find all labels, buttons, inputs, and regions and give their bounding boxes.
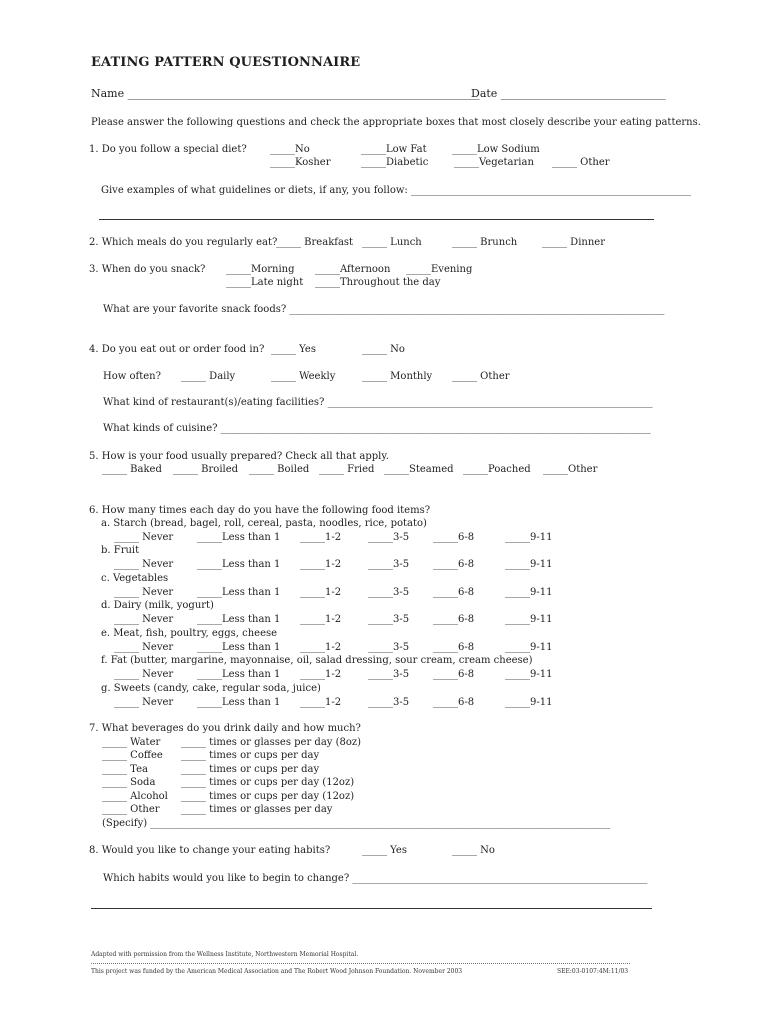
q6-fat-less-than-1[interactable]: _____Less than 1	[197, 669, 281, 680]
q3-option-evening[interactable]: _____Evening	[406, 264, 473, 275]
q8-which-habits-field[interactable]: Which habits would you like to begin to change? ___________________________________________________________	[103, 873, 648, 884]
q4-cuisine-field[interactable]: What kinds of cuisine? ______________________________________________________________________________________	[103, 423, 651, 434]
q6-fruit-never[interactable]: _____ Never	[114, 559, 174, 570]
q6-vegetables-never[interactable]: _____ Never	[114, 587, 174, 598]
q6-meat-3-5[interactable]: _____3-5	[368, 642, 410, 653]
q2-option-brunch[interactable]: _____ Brunch	[452, 237, 518, 248]
q6-vegetables-3-5[interactable]: _____3-5	[368, 587, 410, 598]
q7-alcohol-amount[interactable]: _____ times or cups per day (12oz)	[181, 791, 355, 802]
instructions-text: Please answer the following questions and check the appropriate boxes that most closely describe your eating patterns.	[91, 117, 701, 128]
q7-coffee-amount[interactable]: _____ times or cups per day	[181, 750, 320, 761]
q6-fat-6-8[interactable]: _____6-8	[433, 669, 475, 680]
q6-dairy-1-2[interactable]: _____1-2	[300, 614, 342, 625]
date-field[interactable]: Date ______________________________	[471, 87, 666, 100]
q5-option-other[interactable]: _____Other	[543, 464, 598, 475]
q1-guidelines-field[interactable]: Give examples of what guidelines or diets, if any, you follow: ________________________________________________________	[101, 185, 691, 196]
q6-dairy-9-11[interactable]: _____9-11	[505, 614, 553, 625]
q6-starch-less-than-1[interactable]: _____Less than 1	[197, 532, 281, 543]
footer-document-code: SEE:03-0107:4M:11/03	[557, 968, 629, 975]
q8-option-yes[interactable]: _____ Yes	[362, 845, 407, 856]
q7-coffee-check[interactable]: _____ Coffee	[102, 750, 163, 761]
q1-option-kosher[interactable]: _____Kosher	[270, 157, 331, 168]
q6-meat-less-than-1[interactable]: _____Less than 1	[197, 642, 281, 653]
q6-starch-6-8[interactable]: _____6-8	[433, 532, 475, 543]
q6-starch-9-11[interactable]: _____9-11	[505, 532, 553, 543]
q4-restaurants-field[interactable]: What kind of restaurant(s)/eating facilities? _________________________________________________________________	[103, 397, 653, 408]
q6-item-meat: e. Meat, fish, poultry, eggs, cheese	[101, 628, 278, 639]
q6-sweets-never[interactable]: _____ Never	[114, 697, 174, 708]
footer-adapted-note: Adapted with permission from the Wellness Institute, Northwestern Memorial Hospital.	[91, 951, 359, 958]
q4-option-weekly[interactable]: _____ Weekly	[271, 371, 336, 382]
q5-option-steamed[interactable]: _____Steamed	[384, 464, 454, 475]
q1-option-vegetarian[interactable]: _____Vegetarian	[454, 157, 534, 168]
q6-fruit-9-11[interactable]: _____9-11	[505, 559, 553, 570]
q6-starch-never[interactable]: _____ Never	[114, 532, 174, 543]
footer-divider	[91, 963, 630, 964]
q1-option-diabetic[interactable]: _____Diabetic	[361, 157, 429, 168]
name-field[interactable]: Name ________________________________________________________________	[91, 87, 480, 100]
footer-funding-note: This project was funded by the American Medical Association and The Robert Wood Johnson Foundation. November 2003	[91, 968, 463, 975]
q4-option-other[interactable]: _____ Other	[452, 371, 510, 382]
q1-option-low-fat[interactable]: _____Low Fat	[361, 144, 427, 155]
q5-question: 5. How is your food usually prepared? Check all that apply.	[89, 451, 389, 462]
q6-fruit-6-8[interactable]: _____6-8	[433, 559, 475, 570]
q6-question: 6. How many times each day do you have the following food items?	[89, 505, 431, 516]
q5-option-broiled[interactable]: _____ Broiled	[173, 464, 239, 475]
q6-item-fat: f. Fat (butter, margarine, mayonnaise, oil, salad dressing, sour cream, cream cheese)	[101, 655, 533, 666]
q3-option-late-night[interactable]: _____Late night	[226, 277, 304, 288]
q6-meat-never[interactable]: _____ Never	[114, 642, 174, 653]
q6-starch-1-2[interactable]: _____1-2	[300, 532, 342, 543]
q4-option-yes[interactable]: _____ Yes	[271, 344, 316, 355]
q3-option-throughout[interactable]: _____Throughout the day	[315, 277, 441, 288]
q6-vegetables-6-8[interactable]: _____6-8	[433, 587, 475, 598]
q7-question: 7. What beverages do you drink daily and how much?	[89, 723, 361, 734]
q6-dairy-never[interactable]: _____ Never	[114, 614, 174, 625]
q6-item-sweets: g. Sweets (candy, cake, regular soda, juice)	[101, 683, 321, 694]
q1-option-low-sodium[interactable]: _____Low Sodium	[452, 144, 540, 155]
q3-option-morning[interactable]: _____Morning	[226, 264, 295, 275]
q2-option-dinner[interactable]: _____ Dinner	[542, 237, 605, 248]
q6-item-starch: a. Starch (bread, bagel, roll, cereal, pasta, noodles, rice, potato)	[101, 518, 427, 529]
q7-water-amount[interactable]: _____ times or glasses per day (8oz)	[181, 737, 362, 748]
q6-fat-3-5[interactable]: _____3-5	[368, 669, 410, 680]
q5-option-fried[interactable]: _____ Fried	[319, 464, 375, 475]
q6-sweets-6-8[interactable]: _____6-8	[433, 697, 475, 708]
q6-item-fruit: b. Fruit	[101, 545, 140, 556]
q6-fat-9-11[interactable]: _____9-11	[505, 669, 553, 680]
q5-option-baked[interactable]: _____ Baked	[102, 464, 162, 475]
q4-option-daily[interactable]: _____ Daily	[181, 371, 236, 382]
q7-soda-check[interactable]: _____ Soda	[102, 777, 156, 788]
q6-vegetables-9-11[interactable]: _____9-11	[505, 587, 553, 598]
q6-sweets-less-than-1[interactable]: _____Less than 1	[197, 697, 281, 708]
q5-option-poached[interactable]: _____Poached	[463, 464, 531, 475]
q4-how-often-label: How often?	[103, 371, 161, 382]
q3-favorite-snacks-field[interactable]: What are your favorite snack foods? ___________________________________________________________________________	[103, 304, 665, 315]
q4-option-monthly[interactable]: _____ Monthly	[362, 371, 433, 382]
q6-meat-6-8[interactable]: _____6-8	[433, 642, 475, 653]
q6-sweets-9-11[interactable]: _____9-11	[505, 697, 553, 708]
q3-question: 3. When do you snack?	[89, 264, 206, 275]
q7-soda-amount[interactable]: _____ times or cups per day (12oz)	[181, 777, 355, 788]
q7-specify-field[interactable]: (Specify) ____________________________________________________________________________________________	[102, 818, 611, 829]
q8-extra-line[interactable]	[91, 908, 652, 909]
q8-question: 8. Would you like to change your eating habits?	[89, 845, 331, 856]
q1-guidelines-line[interactable]	[99, 219, 654, 220]
q7-alcohol-check[interactable]: _____ Alcohol	[102, 791, 168, 802]
q2-option-breakfast[interactable]: _____ Breakfast	[276, 237, 354, 248]
q7-other-amount[interactable]: _____ times or glasses per day	[181, 804, 333, 815]
q6-dairy-3-5[interactable]: _____3-5	[368, 614, 410, 625]
q6-fruit-less-than-1[interactable]: _____Less than 1	[197, 559, 281, 570]
q5-option-boiled[interactable]: _____ Boiled	[249, 464, 310, 475]
q7-water-check[interactable]: _____ Water	[102, 737, 161, 748]
q1-option-no[interactable]: _____No	[270, 144, 310, 155]
q6-vegetables-less-than-1[interactable]: _____Less than 1	[197, 587, 281, 598]
q2-option-lunch[interactable]: _____ Lunch	[362, 237, 422, 248]
q6-item-vegetables: c. Vegetables	[101, 573, 169, 584]
q6-sweets-3-5[interactable]: _____3-5	[368, 697, 410, 708]
q4-option-no[interactable]: _____ No	[362, 344, 405, 355]
q2-question: 2. Which meals do you regularly eat?	[89, 237, 278, 248]
q1-option-other[interactable]: _____ Other	[552, 157, 610, 168]
q6-dairy-less-than-1[interactable]: _____Less than 1	[197, 614, 281, 625]
q6-sweets-1-2[interactable]: _____1-2	[300, 697, 342, 708]
q6-starch-3-5[interactable]: _____3-5	[368, 532, 410, 543]
q6-fat-never[interactable]: _____ Never	[114, 669, 174, 680]
page-title: EATING PATTERN QUESTIONNAIRE	[91, 55, 361, 70]
q6-meat-1-2[interactable]: _____1-2	[300, 642, 342, 653]
q4-question: 4. Do you eat out or order food in?	[89, 344, 265, 355]
q7-other-check[interactable]: _____ Other	[102, 804, 160, 815]
q6-vegetables-1-2[interactable]: _____1-2	[300, 587, 342, 598]
q6-dairy-6-8[interactable]: _____6-8	[433, 614, 475, 625]
q1-question: 1. Do you follow a special diet?	[89, 144, 247, 155]
q8-option-no[interactable]: _____ No	[452, 845, 495, 856]
q6-meat-9-11[interactable]: _____9-11	[505, 642, 553, 653]
q7-tea-amount[interactable]: _____ times or cups per day	[181, 764, 320, 775]
q6-fruit-1-2[interactable]: _____1-2	[300, 559, 342, 570]
q6-item-dairy: d. Dairy (milk, yogurt)	[101, 600, 214, 611]
q7-tea-check[interactable]: _____ Tea	[102, 764, 148, 775]
q3-option-afternoon[interactable]: _____Afternoon	[315, 264, 391, 275]
q6-fat-1-2[interactable]: _____1-2	[300, 669, 342, 680]
q6-fruit-3-5[interactable]: _____3-5	[368, 559, 410, 570]
